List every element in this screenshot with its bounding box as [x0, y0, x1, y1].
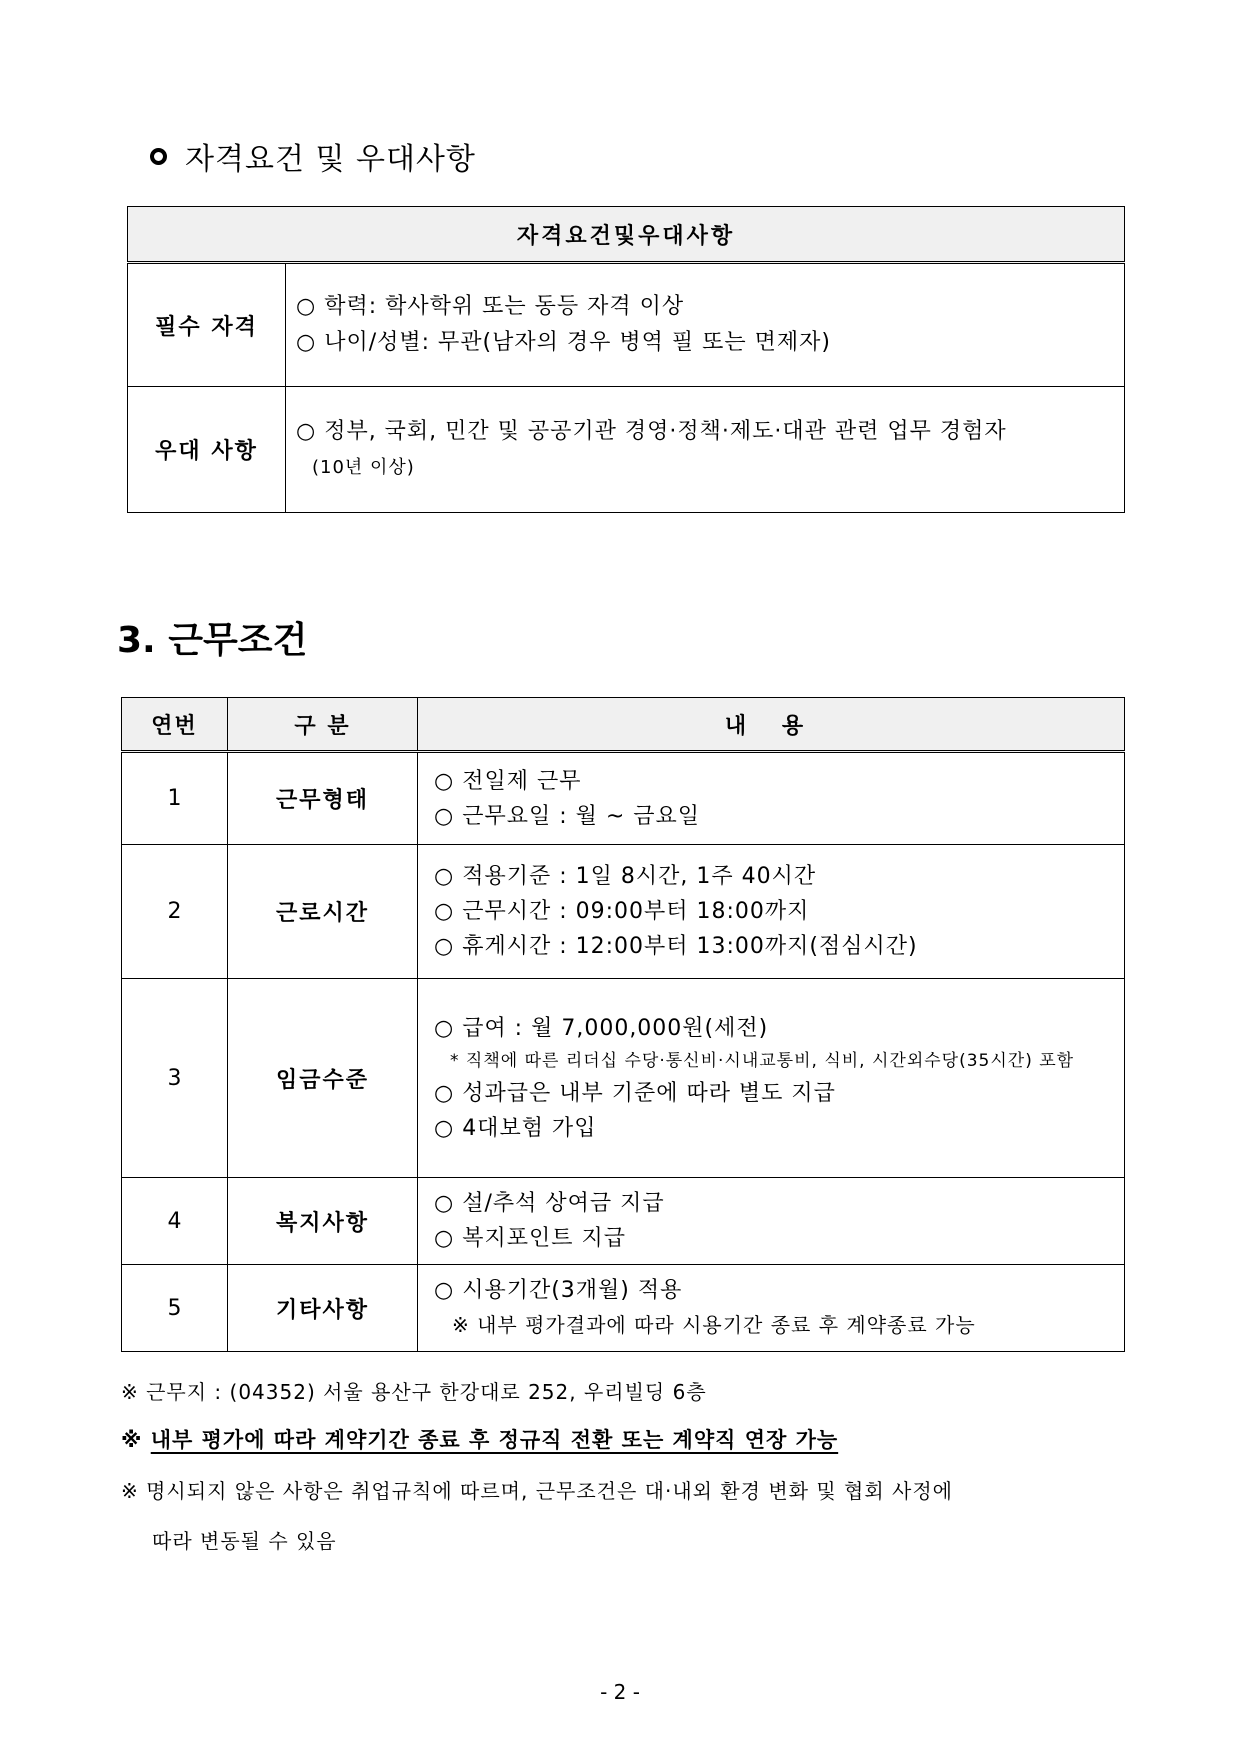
- qualification-table-header: 자격요건및우대사항: [128, 207, 1125, 263]
- heading-work-conditions: 3. 근무조건: [117, 620, 308, 661]
- row-content-preferred: [286, 387, 1125, 513]
- row-content: [418, 752, 1125, 845]
- row-content: [418, 1265, 1125, 1352]
- row-label-required: 필수 자격: [128, 263, 286, 387]
- row-no: 2: [122, 845, 228, 979]
- row-content-required: [286, 263, 1125, 387]
- content-line: ○ 근무요일 : 월 ~ 금요일: [434, 803, 701, 829]
- row-category: 임금수준: [228, 979, 418, 1178]
- content-line: (10년 이상): [312, 456, 415, 478]
- content-line: ○ 시용기간(3개월) 적용: [434, 1278, 683, 1303]
- footnote-contract: [121, 1424, 838, 1454]
- content-line: ○ 성과급은 내부 기준에 따라 별도 지급: [434, 1080, 836, 1106]
- footnote-mark: ※: [121, 1428, 151, 1452]
- content-note: * 직책에 따른 리더십 수당·통신비·시내교통비, 식비, 시간외수당(35시간) 포함: [450, 1050, 1075, 1071]
- content-line: ○ 학력: 학사학위 또는 동등 자격 이상: [296, 294, 685, 319]
- table-row: [122, 752, 1125, 845]
- table-row: [128, 263, 1125, 387]
- content-line: ○ 설/추석 상여금 지급: [434, 1191, 665, 1216]
- table-row: [122, 979, 1125, 1178]
- header-no: 연번: [122, 698, 228, 752]
- table-row: [122, 845, 1125, 979]
- header-category: 구 분: [228, 698, 418, 752]
- section-title-text: 자격요건 및 우대사항: [185, 142, 476, 177]
- table-row: [128, 387, 1125, 513]
- circle-bullet-icon: [150, 148, 167, 165]
- work-conditions-table: [121, 697, 1125, 1352]
- page-number: - 2 -: [600, 1680, 640, 1704]
- content-line: ○ 급여 : 월 7,000,000원(세전): [434, 1015, 769, 1041]
- content-line: ○ 나이/성별: 무관(남자의 경우 병역 필 또는 면제자): [296, 330, 831, 355]
- row-no: 3: [122, 979, 228, 1178]
- row-content: [418, 845, 1125, 979]
- table-row: [122, 1265, 1125, 1352]
- row-content: [418, 1178, 1125, 1265]
- footnote-misc-line1: ※ 명시되지 않은 사항은 취업규칙에 따르며, 근무조건은 대·내외 환경 변화 및 협회 사정에: [121, 1479, 953, 1503]
- table-row: [122, 1178, 1125, 1265]
- header-content: 내 용: [418, 698, 1125, 752]
- row-category: 복지사항: [228, 1178, 418, 1265]
- row-no: 4: [122, 1178, 228, 1265]
- content-line: ○ 4대보험 가입: [434, 1115, 597, 1141]
- footnote-misc-line2: 따라 변동될 수 있음: [152, 1529, 337, 1553]
- row-no: 5: [122, 1265, 228, 1352]
- section-title: [150, 134, 476, 178]
- content-line: ○ 복지포인트 지급: [434, 1226, 626, 1251]
- content-line: ○ 휴게시간 : 12:00부터 13:00까지(점심시간): [434, 934, 918, 959]
- row-category: 근무형태: [228, 752, 418, 845]
- row-category: 기타사항: [228, 1265, 418, 1352]
- content-line: ○ 근무시간 : 09:00부터 18:00까지: [434, 899, 810, 924]
- content-line: ○ 전일제 근무: [434, 768, 582, 794]
- content-note: ※ 내부 평가결과에 따라 시용기간 종료 후 계약종료 가능: [452, 1313, 976, 1337]
- footnote-contract-text: 내부 평가에 따라 계약기간 종료 후 정규직 전환 또는 계약직 연장 가능: [150, 1428, 839, 1452]
- qualification-table: [127, 206, 1125, 513]
- row-label-preferred: 우대 사항: [128, 387, 286, 513]
- row-content: [418, 979, 1125, 1178]
- row-category: 근로시간: [228, 845, 418, 979]
- footnote-location: ※ 근무지 : (04352) 서울 용산구 한강대로 252, 우리빌딩 6층: [121, 1380, 707, 1404]
- row-no: 1: [122, 752, 228, 845]
- content-line: ○ 적용기준 : 1일 8시간, 1주 40시간: [434, 864, 817, 889]
- content-line: ○ 정부, 국회, 민간 및 공공기관 경영·정책·제도·대관 관련 업무 경험자: [296, 418, 1007, 444]
